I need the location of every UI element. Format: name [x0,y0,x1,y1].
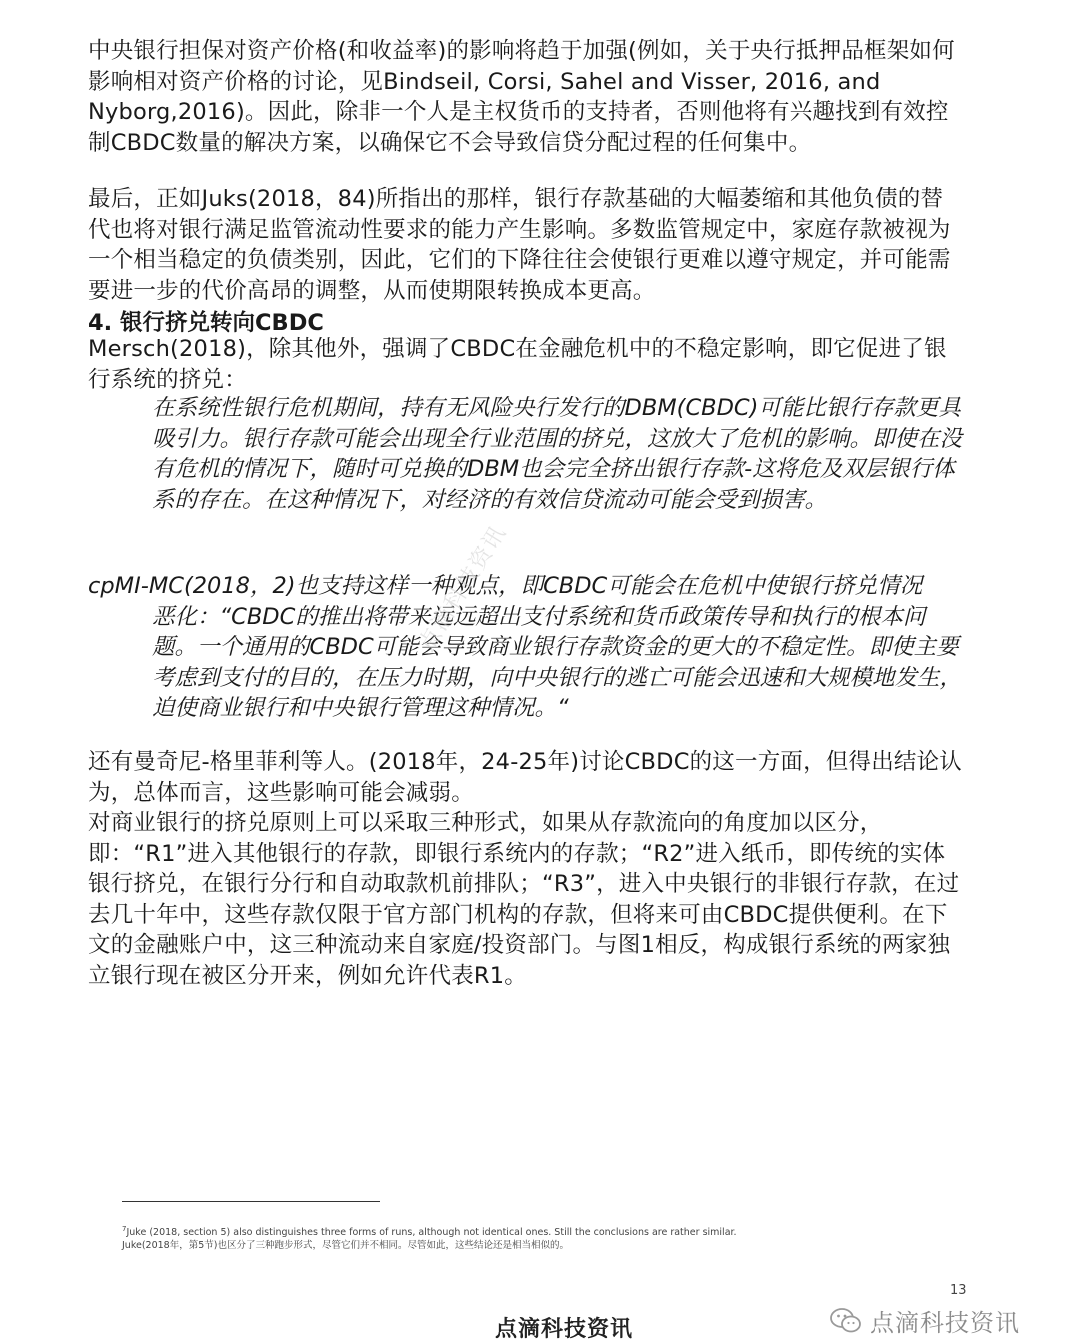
footnote [122,1223,1022,1252]
paragraph-cpmi-first-line: cpMI-MC(2018，2)也支持这样一种观点，即CBDC可能会在危机中使银行挤兑情况 [88,573,923,599]
footnote-text-en: Juke (2018, section 5) also distinguishes three forms of runs, although not identical ones. Still the conclusions are rather similar. [126,1227,737,1239]
paragraph-cpmi-continuation: 恶化：“CBDC的推出将带来远远超出支付系统和货币政策传导和执行的根本问题。一个通用的CBDC可能会导致商业银行存款资金的更大的不稳定性。即使主要考虑到支付的目的，在压力时期，向中央银行的逃亡可能会迅速和大规模地发生，迫使商业银行和中央银行管理这种情况。“ [152,603,963,721]
paragraph-run-forms: 对商业银行的挤兑原则上可以采取三种形式，如果从存款流向的角度加以区分，即：“R1”进入其他银行的存款，即银行系统内的存款；“R2”进入纸币，即传统的实体银行挤兑，在银行分行和自动取款机前排队；“R3”，进入中央银行的非银行存款，在过去几十年中，这些存款仅限于官方部门机构的存款，但将来可由CBDC提供便利。在下文的金融账户中，这三种流动来自家庭/投资部门。与图1相反，构成银行系统的两家独立银行现在被区分开来，例如允许代表R1。 [88,810,960,989]
section-heading: 4. 银行挤兑转向CBDC [88,310,324,336]
footnote-mark: 7 [122,1225,127,1233]
paragraph-mancini: 还有曼奇尼-格里菲利等人。(2018年，24-25年)讨论CBDC的这一方面，但得出结论认为，总体而言，这些影响可能会减弱。 [88,749,962,806]
page-number: 13 [950,1283,967,1298]
watermark: 点滴科技资讯 [414,520,512,656]
paragraph-collateral: 中央银行担保对资产价格(和收益率)的影响将趋于加强(例如，关于央行抵押品框架如何影响相对资产价格的讨论，见Bindseil, Corsi, Sahel and Visser, 2016, and Nyborg,2016)。因此，除非一个人是主权货币的支持者，否则他将有兴趣找到有效控制CBDC数量的解决方案，以确保它不会导致信贷分配过程的任何集中。 [88,38,955,156]
brand-text: 点滴科技资讯 [870,1309,1020,1337]
quote-mersch: 在系统性银行危机期间，持有无风险央行发行的DBM(CBDC)可能比银行存款更具吸引力。银行存款可能会出现全行业范围的挤兑，这放大了危机的影响。即使在没有危机的情况下，随时可兑换的DBM也会完全挤出银行存款-这将危及双层银行体系的存在。在这种情况下，对经济的有效信贷流动可能会受到损害。 [152,395,963,513]
paragraph-cpmi [88,571,968,724]
bottom-title: 点滴科技资讯 [495,1317,634,1342]
footnote-line-en [122,1223,1022,1239]
footnote-rule [122,1201,380,1202]
wechat-icon [830,1308,862,1334]
brand-watermark [830,1303,1020,1338]
footnote-line-zh: Juke(2018年，第5节)也区分了三种跑步形式，尽管它们并不相同。尽管如此，这些结论还是相当相似的。 [122,1240,569,1252]
paragraph-liquidity: 最后，正如Juks(2018，84)所指出的那样，银行存款基础的大幅萎缩和其他负债的替代也将对银行满足监管流动性要求的能力产生影响。多数监管规定中，家庭存款被视为一个相当稳定的负债类别，因此，它们的下降往往会使银行更难以遵守规定，并可能需要进一步的代价高昂的调整，从而使期限转换成本更高。 [88,186,951,304]
paragraph-mersch: Mersch(2018)，除其他外，强调了CBDC在金融危机中的不稳定影响，即它促进了银行系统的挤兑： [88,336,947,393]
